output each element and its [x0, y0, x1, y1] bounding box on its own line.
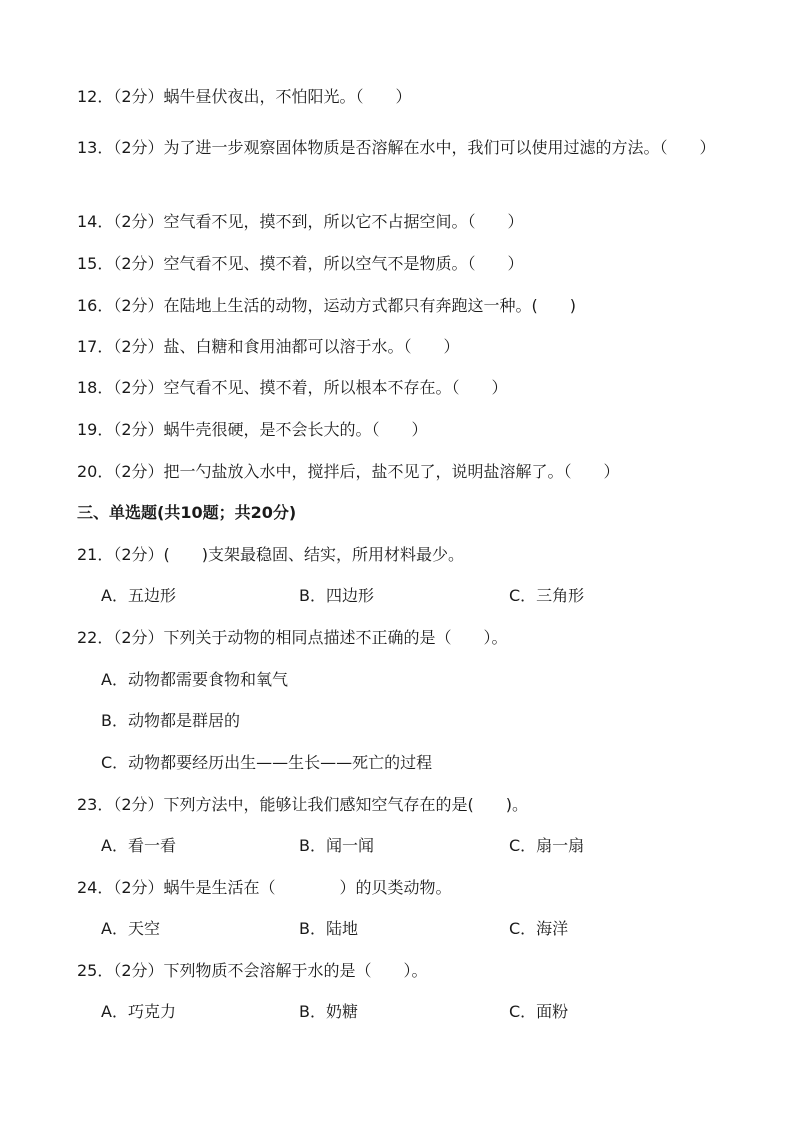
question-13: 13．（2分）为了进一步观察固体物质是否溶解在水中，我们可以使用过滤的方法。（ ）: [77, 138, 716, 157]
option-b: B．闻一闻: [299, 836, 374, 855]
option-a: A．动物都需要食物和氧气: [101, 670, 288, 689]
section-heading: 三、单选题(共10题；共20分): [77, 503, 297, 522]
option-c: C．扇一扇: [509, 836, 585, 855]
question-25: 25．（2分）下列物质不会溶解于水的是（ ）。: [77, 961, 428, 980]
question-19: 19．（2分）蜗牛壳很硬，是不会长大的。（ ）: [77, 420, 428, 439]
option-c: C．三角形: [509, 586, 585, 605]
question-22: 22．（2分）下列关于动物的相同点描述不正确的是（ ）。: [77, 628, 508, 647]
question-14: 14．（2分）空气看不见，摸不到，所以它不占据空间。（ ）: [77, 212, 524, 231]
option-b: B．动物都是群居的: [101, 711, 240, 730]
option-b: B．陆地: [299, 919, 358, 938]
option-a: A．五边形: [101, 586, 176, 605]
option-c: C．面粉: [509, 1002, 569, 1021]
option-a: A．天空: [101, 919, 160, 938]
option-a: A．巧克力: [101, 1002, 176, 1021]
option-b: B．四边形: [299, 586, 374, 605]
question-20: 20．（2分）把一勺盐放入水中，搅拌后，盐不见了，说明盐溶解了。（ ）: [77, 462, 620, 481]
question-18: 18．（2分）空气看不见、摸不着，所以根本不存在。（ ）: [77, 378, 508, 397]
option-c: C．动物都要经历出生——生长——死亡的过程: [101, 753, 433, 772]
option-a: A．看一看: [101, 836, 176, 855]
question-15: 15．（2分）空气看不见、摸不着，所以空气不是物质。（ ）: [77, 254, 524, 273]
option-c: C．海洋: [509, 919, 569, 938]
question-16: 16．（2分）在陆地上生活的动物，运动方式都只有奔跑这一种。( ): [77, 296, 577, 315]
question-17: 17．（2分）盐、白糖和食用油都可以溶于水。（ ）: [77, 337, 460, 356]
question-24: 24．（2分）蜗牛是生活在（ ）的贝类动物。: [77, 878, 452, 897]
option-b: B．奶糖: [299, 1002, 358, 1021]
question-12: 12．（2分）蜗牛昼伏夜出，不怕阳光。（ ）: [77, 87, 412, 106]
question-23: 23．（2分）下列方法中，能够让我们感知空气存在的是( )。: [77, 795, 529, 814]
question-21: 21．（2分）( )支架最稳固、结实，所用材料最少。: [77, 545, 465, 564]
